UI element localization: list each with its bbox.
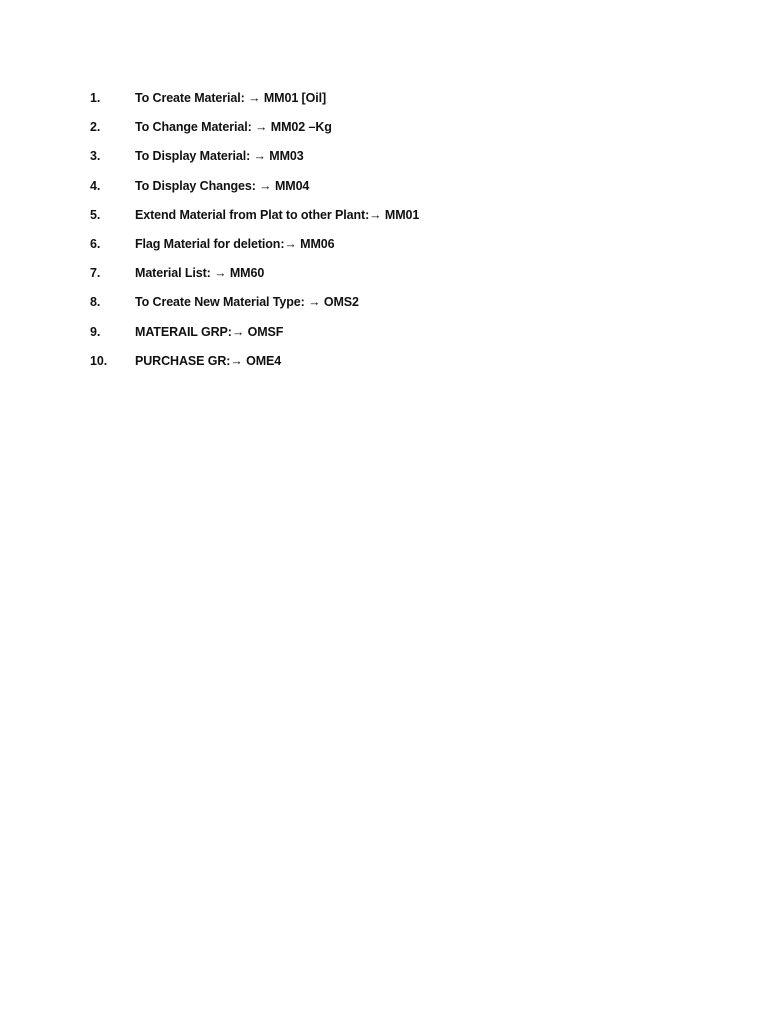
list-item [90,91,419,120]
list-item [90,354,419,383]
list-item-text: To Create New Material Type: → OMS2 [135,295,359,310]
list-item-text: Extend Material from Plat to other Plant:→ MM01 [135,207,420,222]
list-item-number: 6. [90,236,101,251]
list-item-text: To Create Material: → MM01 [Oil] [135,91,327,105]
list-item-text: Flag Material for deletion:→ MM06 [135,236,335,251]
list-item-text: To Change Material: → MM02 –Kg [135,120,332,135]
list-item-number: 1. [90,91,101,105]
list-item-number: 10. [90,353,108,368]
list-item [90,325,419,354]
list-item [90,208,419,237]
list-item-number: 2. [90,120,101,135]
list-item-text: MATERAIL GRP:→ OMSF [135,324,284,339]
list-item-number: 9. [90,324,101,339]
list-item [90,149,419,178]
list-item-text: To Display Material: → MM03 [135,149,304,164]
list-item-number: 8. [90,295,101,310]
list-item-text: To Display Changes: → MM04 [135,178,310,193]
list-item [90,120,419,149]
list-item-number: 4. [90,178,101,193]
list-item [90,237,419,266]
transaction-code-list [90,91,419,383]
list-item-text: Material List: → MM60 [135,266,265,281]
list-item [90,266,419,295]
list-item-number: 5. [90,207,101,222]
list-item [90,295,419,324]
list-item-number: 3. [90,149,101,164]
list-item [90,179,419,208]
list-item-number: 7. [90,266,101,281]
list-item-text: PURCHASE GR:→ OME4 [135,353,282,368]
